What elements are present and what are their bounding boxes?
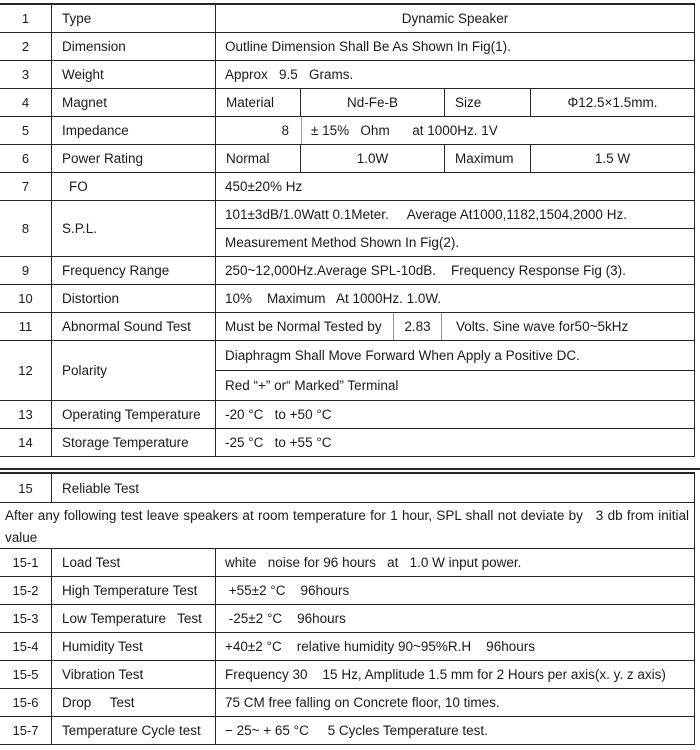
spec-row-fo — [0, 173, 694, 201]
row-value: 75 CM free falling on Concrete floor, 10 times. — [225, 695, 500, 710]
row-value: white noise for 96 hours at 1.0 W input power. — [225, 555, 522, 570]
spec-table — [0, 3, 695, 457]
row-label: Dimension — [52, 33, 216, 60]
row-label: Storage Temperature — [52, 429, 216, 456]
row-number: 1 — [0, 5, 52, 32]
row-number: 2 — [0, 33, 52, 60]
section-title: Reliable Test — [62, 480, 140, 496]
spec-row-operating-temperature — [0, 401, 694, 429]
row-number: 6 — [0, 145, 52, 172]
row-label: Humidity Test — [52, 633, 216, 660]
row-label: Operating Temperature — [52, 401, 216, 428]
row-label: Low Temperature Test — [52, 605, 216, 632]
row-label: Magnet — [52, 89, 216, 116]
reliability-note: After any following test leave speakers at room temperature for 1 hour, SPL shall not deviate by 3 db from initial value — [0, 503, 694, 549]
abnormal-test-voltage: 2.83 — [394, 313, 442, 340]
impedance-value: 8 — [216, 117, 302, 144]
spl-value-stack — [216, 201, 694, 256]
row-number: 11 — [0, 313, 52, 340]
row-number: 15-5 — [0, 661, 52, 688]
row-number: 7 — [0, 173, 52, 200]
magnet-material-value: Nd-Fe-B — [301, 89, 445, 116]
row-number: 15-4 — [0, 633, 52, 660]
power-normal-key: Normal — [216, 145, 301, 172]
row-label: Frequency Range — [52, 257, 216, 284]
row-number: 15-1 — [0, 549, 52, 576]
row-value: 450±20% Hz — [225, 179, 303, 194]
spl-method-line: Measurement Method Shown In Fig(2). — [225, 235, 460, 250]
spec-row-frequency-range — [0, 257, 694, 285]
row-label: S.P.L. — [52, 201, 216, 256]
row-label: Vibration Test — [52, 661, 216, 688]
spec-row-power-rating — [0, 145, 694, 173]
reliability-table — [0, 472, 695, 745]
row-number: 15-3 — [0, 605, 52, 632]
spec-row-magnet — [0, 89, 694, 117]
row-label: Power Rating — [52, 145, 216, 172]
reliability-header-row — [0, 474, 694, 503]
spec-row-spl — [0, 201, 694, 257]
row-value: − 25~ + 65 °C 5 Cycles Temperature test. — [225, 723, 488, 738]
polarity-value-stack — [216, 341, 694, 400]
row-value: -25±2 °C 96hours — [225, 611, 346, 626]
reliability-row-humidity — [0, 633, 694, 661]
row-value: -25 °C to +55 °C — [225, 435, 332, 450]
row-label: Abnormal Sound Test — [52, 313, 216, 340]
polarity-marking-line: Red “+” or“ Marked” Terminal — [225, 378, 399, 393]
spec-row-distortion — [0, 285, 694, 313]
row-label: Type — [52, 5, 216, 32]
spec-row-polarity — [0, 341, 694, 401]
row-number: 10 — [0, 285, 52, 312]
row-label: Distortion — [52, 285, 216, 312]
row-number: 3 — [0, 61, 52, 88]
reliability-row-load-test — [0, 549, 694, 577]
row-label: High Temperature Test — [52, 577, 216, 604]
spec-row-dimension — [0, 33, 694, 61]
reliability-row-drop — [0, 689, 694, 717]
row-value: +55±2 °C 96hours — [225, 583, 350, 598]
row-label: Load Test — [52, 549, 216, 576]
reliability-row-vibration — [0, 661, 694, 689]
row-value: 10% Maximum At 1000Hz. 1.0W. — [225, 291, 442, 306]
row-number: 15-7 — [0, 717, 52, 744]
power-maximum-key: Maximum — [445, 145, 531, 172]
row-value: Approx 9.5 Grams. — [225, 67, 354, 82]
magnet-size-value: Φ12.5×1.5mm. — [567, 95, 658, 110]
row-label: FO — [52, 173, 216, 200]
row-value: 250~12,000Hz.Average SPL-10dB. Frequency Response Fig (3). — [225, 263, 626, 278]
row-label: Impedance — [52, 117, 216, 144]
reliability-row-temperature-cycle — [0, 717, 694, 745]
reliability-row-low-temperature — [0, 605, 694, 633]
row-label: Weight — [52, 61, 216, 88]
abnormal-test-signal: Volts. Sine wave for50~5kHz — [456, 319, 629, 334]
spec-row-type — [0, 5, 694, 33]
row-value: -20 °C to +50 °C — [225, 407, 332, 422]
row-number: 8 — [0, 201, 52, 256]
row-number: 15 — [0, 474, 52, 502]
magnet-material-key: Material — [216, 89, 301, 116]
row-value: +40±2 °C relative humidity 90~95%R.H 96hours — [225, 639, 535, 654]
spec-sheet-page — [0, 3, 700, 750]
row-number: 5 — [0, 117, 52, 144]
row-number: 15-2 — [0, 577, 52, 604]
row-number: 12 — [0, 341, 52, 400]
row-value: Outline Dimension Shall Be As Shown In Fig(1). — [225, 39, 511, 54]
row-number: 13 — [0, 401, 52, 428]
magnet-size-key: Size — [445, 89, 531, 116]
spec-row-weight — [0, 61, 694, 89]
row-number: 14 — [0, 429, 52, 456]
row-number: 9 — [0, 257, 52, 284]
row-label: Polarity — [52, 341, 216, 400]
reliability-row-high-temperature — [0, 577, 694, 605]
row-number: 4 — [0, 89, 52, 116]
impedance-tolerance: ± 15% Ohm at 1000Hz. 1V — [311, 123, 498, 138]
spec-row-impedance — [0, 117, 694, 145]
row-value: Dynamic Speaker — [401, 11, 509, 26]
power-maximum-value: 1.5 W — [594, 151, 631, 166]
spl-level-line: 101±3dB/1.0Watt 0.1Meter. Average At1000,1182,1504,2000 Hz. — [216, 201, 694, 229]
row-label: Drop Test — [52, 689, 216, 716]
row-label: Temperature Cycle test — [52, 717, 216, 744]
spec-row-abnormal-sound — [0, 313, 694, 341]
spec-row-storage-temperature — [0, 429, 694, 457]
row-number: 15-6 — [0, 689, 52, 716]
polarity-behavior-line: Diaphragm Shall Move Forward When Apply a Positive DC. — [216, 341, 694, 371]
power-normal-value: 1.0W — [301, 145, 445, 172]
row-value: Frequency 30 15 Hz, Amplitude 1.5 mm for 2 Hours per axis(x. y. z axis) — [225, 667, 666, 682]
abnormal-test-condition: Must be Normal Tested by — [216, 313, 394, 340]
